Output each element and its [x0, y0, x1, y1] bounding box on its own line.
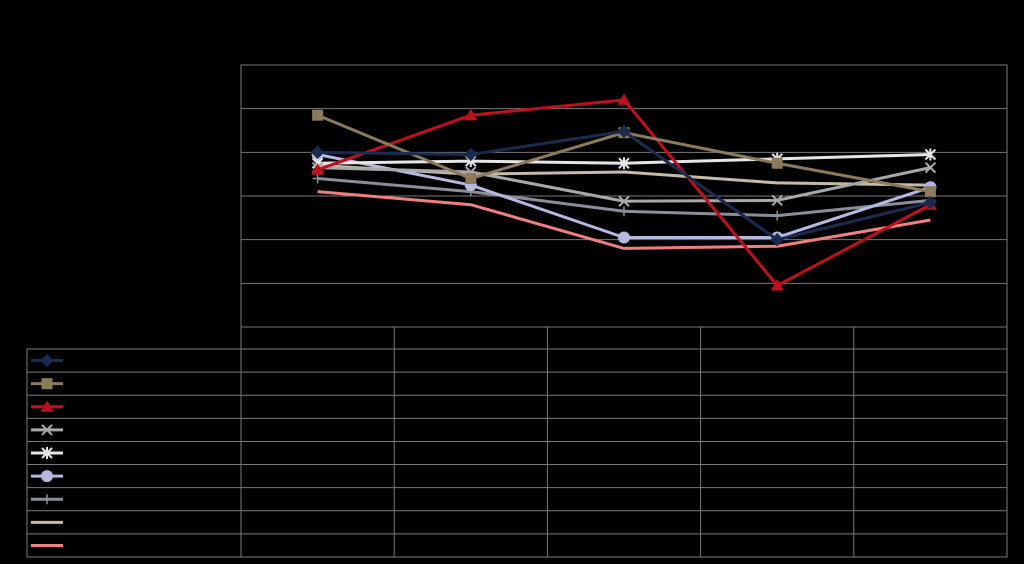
series-7-point — [772, 211, 782, 221]
series-2-point — [772, 158, 783, 169]
series-1-point — [465, 149, 477, 161]
series-2-point — [925, 186, 936, 197]
legend-marker-series-1 — [41, 355, 53, 367]
legend-marker-series-2 — [42, 378, 53, 389]
series-7-point — [619, 206, 629, 216]
legend-marker-series-6 — [41, 470, 53, 482]
series-2-point — [465, 173, 476, 184]
series-7-point — [313, 174, 323, 184]
data-table-border — [241, 327, 1007, 557]
series-6-point — [618, 231, 630, 243]
series-2-point — [312, 110, 323, 121]
legend-marker-series-7 — [42, 494, 52, 504]
